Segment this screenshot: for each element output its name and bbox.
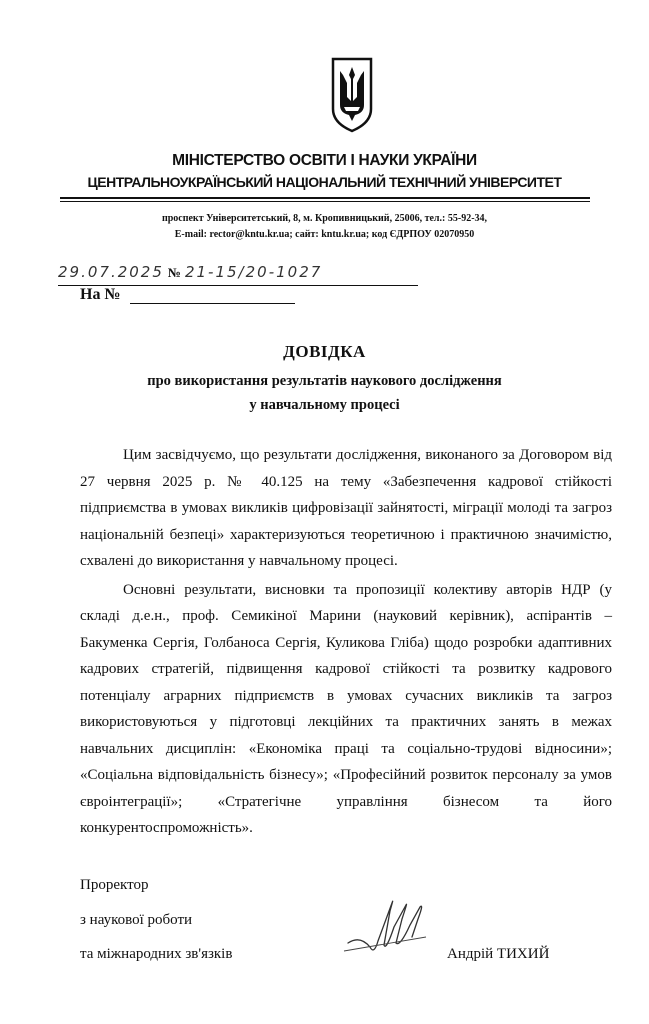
handwritten-signature-icon (340, 885, 440, 965)
registration-date: 29.07.2025 (58, 263, 164, 281)
registration-number: 21-15/20-1027 (184, 263, 323, 281)
signer-position-line2: з наукової роботи (80, 912, 193, 928)
paragraph: Цим засвідчуємо, що результати дослідження, виконаного за Договором від 27 червня 2025 р. № 40.125 на тему «Забезпечення кадрової стійкості підприємства в умовах викликів цифровізації зайнятості, міграції молоді та загроз національній безпеці» характеризуються теоретичною і практичною значимістю, схвалені до використання у навчальному процесі. (80, 447, 612, 569)
registration-line (58, 263, 438, 285)
header-rule-thick (60, 197, 590, 199)
signer-position-line3: та міжнародних зв'язків (80, 946, 233, 962)
document-title: ДОВІДКА (283, 342, 366, 361)
document-body (80, 442, 612, 842)
trident-emblem-icon (330, 57, 374, 133)
document-subtitle-line2: у навчальному процесі (249, 397, 400, 413)
signer-name: Андрій ТИХИЙ (447, 946, 550, 962)
number-sign: № (167, 265, 181, 280)
address-line: проспект Університетський, 8, м. Кропивницький, 25006, тел.: 55-92-34, (161, 213, 488, 224)
paragraph: Основні результати, висновки та пропозиції колективу авторів НДР (у складі д.е.н., проф. Семикіної Марини (науковий керівник), аспірантів – Бакуменка Сергія, Голбаноса Сергія, Куликова Гліба) щодо розробки адаптивних кадрових стратегій, підвищення кадрової стійкості та розвитку кадрового потенціалу аграрних підприємств в умовах сучасних викликів та загроз використовуються у підготовці лекційних та практичних занять в межах навчальних дисциплін: «Економіка праці та соціально-трудові відносини»; «Соціальна відповідальність бізнесу»; «Професійний розвиток персоналу за умов євроінтеграції»; «Стратегічне управління бізнесом та його конкурентоспроможність». (80, 581, 612, 836)
contact-line: E-mail: rector@kntu.kr.ua; сайт: kntu.kr.ua; код ЄДРПОУ 02070950 (174, 229, 475, 240)
header-rule-thin (60, 201, 590, 202)
document-subtitle-line1: про використання результатів наукового дослідження (147, 373, 502, 389)
reply-underline (130, 303, 295, 304)
signer-position-line1: Проректор (80, 877, 149, 893)
ministry-name: МІНІСТЕРСТВО ОСВІТИ І НАУКИ УКРАЇНИ (172, 152, 477, 169)
reply-label: На № (80, 286, 121, 303)
university-name: ЦЕНТРАЛЬНОУКРАЇНСЬКИЙ НАЦІОНАЛЬНИЙ ТЕХНІЧНИЙ УНІВЕРСИТЕТ (87, 174, 562, 190)
